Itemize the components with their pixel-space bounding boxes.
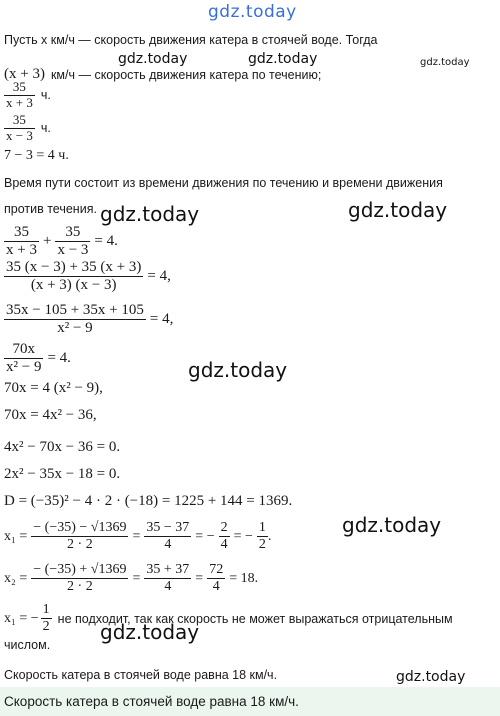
equals-neg: = −	[195, 528, 215, 544]
final-answer-box	[0, 687, 500, 716]
numerator: 72	[209, 562, 224, 577]
final-answer-text: Скорость катера в стоячей воде равна 18 км/ч.	[4, 694, 299, 709]
denominator: x + 3	[6, 242, 37, 259]
total-time-line: 7 − 3 = 4 ч.	[4, 148, 69, 163]
watermark-7: gdz.today	[342, 513, 442, 537]
lhs: x₁ = −	[4, 610, 39, 626]
fraction-4	[257, 520, 268, 553]
answer-line: Скорость катера в стоячей воде равна 18 км/ч.	[4, 668, 278, 682]
time-downstream	[4, 80, 51, 111]
equals: =	[132, 528, 141, 544]
numerator: 35x − 105 + 35x + 105	[6, 302, 144, 318]
watermark-4: gdz.today	[100, 202, 200, 226]
rhs: = 18.	[229, 570, 259, 586]
time-upstream-fraction	[4, 113, 35, 144]
watermark-9: gdz.today	[396, 669, 466, 685]
fraction-1	[31, 562, 128, 595]
numerator: 35 + 37	[146, 562, 190, 577]
fraction-1	[31, 520, 128, 553]
rhs: = 4.	[47, 350, 71, 367]
numerator: 35 − 37	[146, 520, 190, 535]
watermark-6: gdz.today	[188, 358, 288, 382]
equation-3	[4, 302, 177, 338]
equals-2: =	[195, 570, 204, 586]
reject-text: не подходит, так как скорость не может выражаться отрицательным	[57, 611, 453, 626]
denominator: x − 3	[57, 242, 89, 259]
denominator: x² − 9	[4, 319, 146, 337]
numerator: 1	[258, 520, 266, 535]
equals-neg-2: = −	[233, 528, 253, 544]
watermark-5: gdz.today	[348, 198, 448, 222]
explain-line-1: Время пути состоит из времени движения по течению и времени движения	[4, 176, 443, 190]
denominator: 2	[258, 537, 266, 553]
fraction	[4, 302, 146, 338]
denominator: 4	[207, 578, 225, 595]
site-logo-watermark: gdz.today	[208, 2, 297, 22]
numerator: 35 (x − 3) + 35 (x + 3)	[6, 259, 142, 275]
root-x1: x₁ = $\frac{- (-35) - √1369}{2 \cdot 2}$ = $\frac{35 - 37}{4}$ = − $\frac{2}{4}$ = − $\frac{1}{2}$ .	[4, 520, 272, 553]
unit-hours: ч.	[40, 121, 51, 136]
numerator: 35	[13, 224, 29, 240]
fraction	[4, 341, 43, 377]
numerator: 1	[42, 602, 50, 617]
denominator: 4	[144, 536, 191, 553]
denominator: 2	[42, 619, 50, 635]
denominator: x − 3	[6, 127, 33, 143]
watermark-1: gdz.today	[118, 51, 188, 67]
lhs: x₁ =	[4, 528, 28, 544]
reject-root	[4, 602, 453, 635]
explain-line-2: против течения.	[4, 202, 97, 216]
plus-sign: +	[42, 233, 52, 250]
intro-line-2	[4, 66, 321, 83]
fraction	[4, 259, 143, 295]
intro-line-2-text: км/ч — скорость движения катера по течению;	[50, 67, 322, 82]
equation-4	[4, 341, 75, 377]
equation-2	[4, 259, 175, 295]
fraction-3	[207, 562, 225, 595]
equation-8: 2x² − 35x − 18 = 0.	[4, 466, 121, 482]
equation-7: 4x² − 70x − 36 = 0.	[4, 439, 121, 455]
fraction	[41, 602, 52, 635]
time-upstream	[4, 113, 51, 144]
fraction-3	[219, 520, 230, 553]
fraction-a	[4, 224, 39, 260]
unit-hours: ч.	[40, 88, 51, 103]
rhs: = 4,	[149, 311, 174, 328]
numerator: 35	[12, 79, 26, 94]
equation-6: 70x = 4x² − 36,	[4, 407, 97, 423]
fraction-b	[55, 224, 90, 260]
discriminant: D = (−35)² − 4 · 2 · (−18) = 1225 + 144 = 1369.	[4, 493, 293, 509]
denominator: 4	[144, 578, 191, 595]
fraction-2	[144, 562, 191, 595]
time-downstream-fraction	[4, 80, 35, 111]
denominator: (x + 3) (x − 3)	[4, 276, 143, 294]
numerator: 2	[220, 520, 228, 535]
denominator: 4	[220, 537, 228, 553]
denominator: x + 3	[6, 94, 33, 110]
watermark-2: gdz.today	[248, 51, 318, 67]
reject-text-2: числом.	[4, 638, 51, 652]
denominator: 2 · 2	[31, 578, 128, 595]
numerator: 70x	[12, 341, 35, 357]
equation-1	[4, 224, 122, 260]
lhs: x₂ =	[4, 570, 28, 586]
watermark-3: gdz.today	[420, 57, 470, 68]
equals: =	[132, 570, 141, 586]
rhs: = 4,	[147, 268, 171, 285]
watermark-8: gdz.today	[100, 620, 200, 644]
denominator: x² − 9	[6, 359, 42, 376]
numerator: 35	[65, 224, 81, 240]
intro-line-1: Пусть x км/ч — скорость движения катера в стоячей воде. Тогда	[4, 33, 378, 47]
numerator: − (−35) − √1369	[33, 520, 127, 535]
numerator: 35	[12, 112, 26, 127]
intro-expression: (x + 3)	[4, 66, 45, 82]
root-x2	[4, 562, 262, 595]
numerator: − (−35) + √1369	[33, 562, 127, 577]
denominator: 2 · 2	[31, 536, 128, 553]
equation-5: 70x = 4 (x² − 9),	[4, 380, 103, 396]
fraction-2	[144, 520, 191, 553]
rhs: = 4.	[94, 233, 118, 250]
